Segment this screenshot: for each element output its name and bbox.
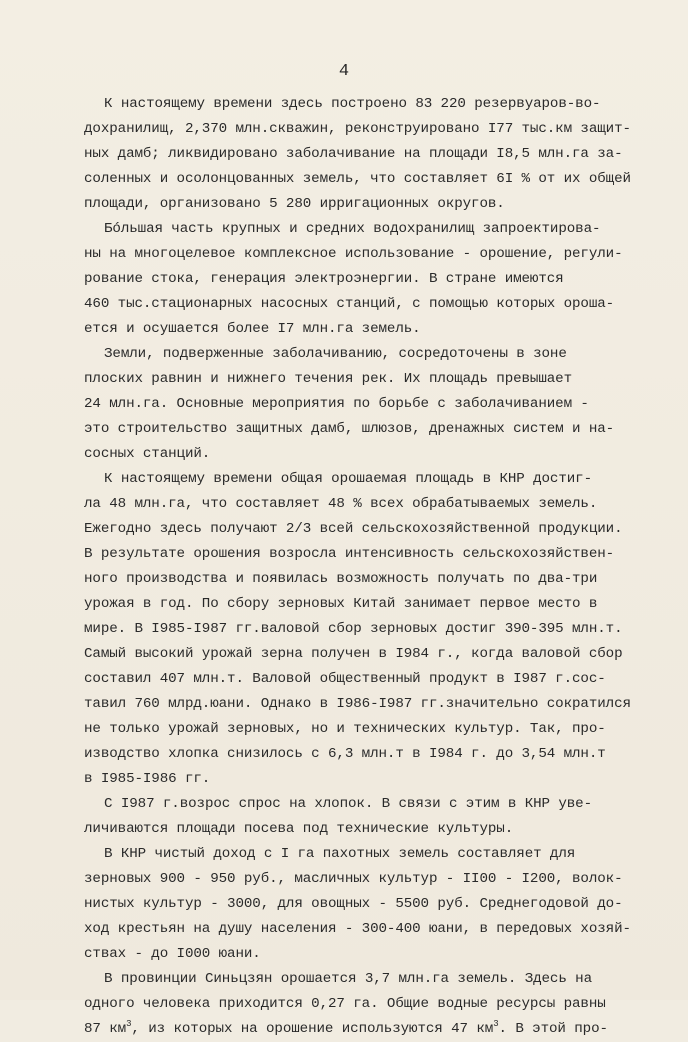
text-segment: С I987 г.возрос спрос на хлопок. В связи с этим в КНР уве- <box>104 796 593 812</box>
text-line <box>84 567 654 592</box>
text-line <box>84 267 654 292</box>
text-line <box>84 642 654 667</box>
text-line <box>84 867 654 892</box>
text-line <box>84 467 654 492</box>
text-line <box>84 1017 654 1042</box>
text-segment: Ежегодно здесь получают 2/3 всей сельскохозяйственной продукции. <box>84 521 623 537</box>
text-segment: рование стока, генерация электроэнергии. В стране имеются <box>84 271 564 287</box>
text-segment: К настоящему времени здесь построено 83 220 резервуаров-во- <box>104 96 601 112</box>
text-segment: В КНР чистый доход с I га пахотных земель составляет для <box>104 846 576 862</box>
text-line <box>84 742 654 767</box>
text-segment: ствах - до I000 юани. <box>84 946 261 962</box>
text-line <box>84 317 654 342</box>
text-segment: ется и осушается более I7 млн.га земель. <box>84 321 421 337</box>
text-segment: зерновых 900 - 950 руб., масличных культур - II00 - I200, волок- <box>84 871 623 887</box>
text-segment: в I985-I986 гг. <box>84 771 211 787</box>
text-line <box>84 692 654 717</box>
text-line <box>84 392 654 417</box>
text-segment: соленных и осолонцованных земель, что составляет 6I % от их общей <box>84 171 631 187</box>
text-line <box>84 367 654 392</box>
text-segment: В провинции Синьцзян орошается 3,7 млн.га земель. Здесь на <box>104 971 593 987</box>
text-segment: 87 км <box>84 1021 127 1037</box>
text-segment: личиваются площади посева под технические культуры. <box>84 821 514 837</box>
text-segment: тавил 760 млрд.юани. Однако в I986-I987 гг.значительно сократился <box>84 696 631 712</box>
text-line <box>84 142 654 167</box>
text-line <box>84 967 654 992</box>
page-number: 4 <box>338 62 350 81</box>
text-line <box>84 417 654 442</box>
text-segment: сосных станций. <box>84 446 211 462</box>
text-segment: это строительство защитных дамб, шлюзов, дренажных систем и на- <box>84 421 615 437</box>
superscript: 3 <box>493 1019 499 1029</box>
text-segment: 24 млн.га. Основные мероприятия по борьбе с заболачиванием - <box>84 396 589 412</box>
text-line <box>84 442 654 467</box>
text-line <box>84 92 654 117</box>
text-segment: К настоящему времени общая орошаемая площадь в КНР достиг- <box>104 471 593 487</box>
text-line <box>84 167 654 192</box>
text-line <box>84 117 654 142</box>
text-line <box>84 492 654 517</box>
text-line <box>84 792 654 817</box>
text-line <box>84 892 654 917</box>
text-segment: В результате орошения возросла интенсивность сельскохозяйствен- <box>84 546 615 562</box>
text-line <box>84 192 654 217</box>
text-segment: не только урожай зерновых, но и технических культур. Так, про- <box>84 721 606 737</box>
text-segment: урожая в год. По сбору зерновых Китай занимает первое место в <box>84 596 598 612</box>
text-segment: площади, организовано 5 280 ирригационных округов. <box>84 196 505 212</box>
text-segment: Земли, подверженные заболачиванию, сосредоточены в зоне <box>104 346 567 362</box>
text-line <box>84 342 654 367</box>
text-segment: ход крестьян на душу населения - 300-400 юани, в передовых хозяй- <box>84 921 631 937</box>
text-line <box>84 592 654 617</box>
text-segment: Самый высокий урожай зерна получен в I984 г., когда валовой сбор <box>84 646 623 662</box>
text-line <box>84 817 654 842</box>
text-segment: ны на многоцелевое комплексное использование - орошение, регули- <box>84 246 623 262</box>
text-line <box>84 667 654 692</box>
text-segment: одного человека приходится 0,27 га. Общие водные ресурсы равны <box>84 996 606 1012</box>
body-text <box>84 92 654 1042</box>
superscript: 3 <box>126 1019 132 1029</box>
text-segment: , из которых на орошение используются 47 км <box>131 1021 494 1037</box>
text-segment: нистых культур - 3000, для овощных - 5500 руб. Среднегодовой до- <box>84 896 623 912</box>
text-line <box>84 917 654 942</box>
text-segment: . В этой про- <box>498 1021 608 1037</box>
text-segment: изводство хлопка снизилось с 6,3 млн.т в I984 г. до 3,54 млн.т <box>84 746 606 762</box>
text-segment: 460 тыс.стационарных насосных станций, с помощью которых ороша- <box>84 296 615 312</box>
text-line <box>84 992 654 1017</box>
text-segment: плоских равнин и нижнего течения рек. Их площадь превышает <box>84 371 573 387</box>
text-line <box>84 942 654 967</box>
text-segment: мире. В I985-I987 гг.валовой сбор зерновых достиг 390-395 млн.т. <box>84 621 623 637</box>
text-line <box>84 617 654 642</box>
text-segment: составил 407 млн.т. Валовой общественный продукт в I987 г.сос- <box>84 671 606 687</box>
text-line <box>84 767 654 792</box>
text-line <box>84 842 654 867</box>
text-segment: дохранилищ, 2,370 млн.скважин, реконструировано I77 тыс.км защит- <box>84 121 631 137</box>
text-line <box>84 217 654 242</box>
text-line <box>84 717 654 742</box>
text-line <box>84 292 654 317</box>
text-segment: ных дамб; ликвидировано заболачивание на площади I8,5 млн.га за- <box>84 146 623 162</box>
text-line <box>84 242 654 267</box>
text-segment: Бóльшая часть крупных и средних водохранилищ запроектирова- <box>104 221 601 237</box>
text-segment: ла 48 млн.га, что составляет 48 % всех обрабатываемых земель. <box>84 496 598 512</box>
text-segment: ного производства и появилась возможность получать по два-три <box>84 571 598 587</box>
text-line <box>84 517 654 542</box>
text-line <box>84 542 654 567</box>
